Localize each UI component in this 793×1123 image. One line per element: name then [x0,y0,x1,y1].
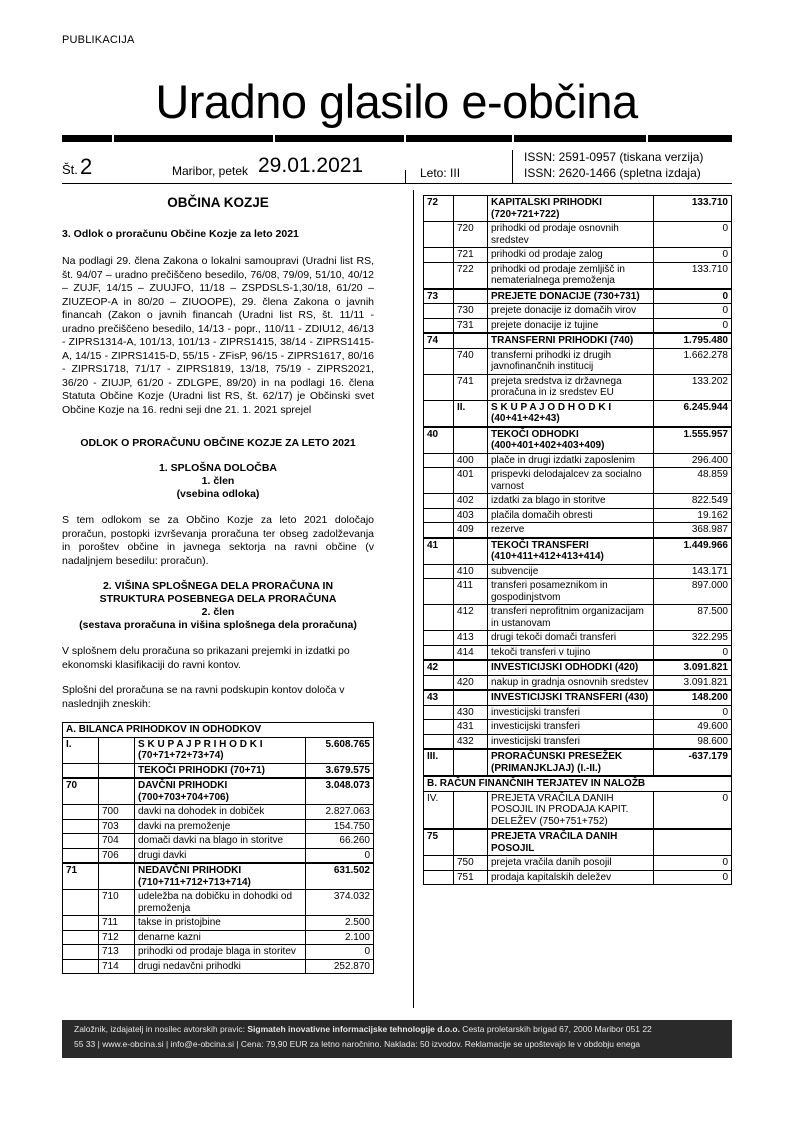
row-account: 740 [454,348,488,374]
row-group [424,468,454,494]
issn-online: ISSN: 2620-1466 (spletna izdaja) [524,166,701,180]
table-row [424,400,732,427]
act-title: 3. Odlok o proračunu Občine Kozje za leto 2021 [62,228,299,240]
row-account: 411 [454,579,488,605]
table-row [424,523,732,538]
row-group [424,734,454,749]
row-description: investicijski transferi [488,720,654,735]
table-row [63,945,374,960]
table-row [424,605,732,631]
row-account: 741 [454,374,488,400]
table-row [424,564,732,579]
row-description: davki na dohodek in dobiček [135,805,306,820]
row-description: PRORAČUNSKI PRESEŽEK (PRIMANJKLJAJ) (I.-II.) [488,749,654,776]
row-group [424,645,454,660]
row-account: 700 [99,805,135,820]
table-row [424,374,732,400]
table-row [424,262,732,289]
row-amount: 0 [654,304,732,319]
table-row [424,196,732,222]
row-amount: 1.795.480 [654,333,732,348]
row-account: 712 [99,930,135,945]
row-description: takse in pristojbine [135,916,306,931]
row-group [63,819,99,834]
table-row [424,870,732,885]
municipality-title: OBČINA KOZJE [167,195,269,210]
row-group: 40 [424,427,454,454]
table-row [424,333,732,348]
row-account: 720 [454,222,488,248]
row-amount: 3.091.821 [654,660,732,675]
table-row [424,720,732,735]
row-amount: 1.662.278 [654,348,732,374]
row-description: prejete donacije iz tujine [488,318,654,333]
masthead-rule [62,135,732,142]
row-account [454,690,488,705]
row-account [99,778,135,805]
row-amount: 3.679.575 [306,763,374,778]
row-group: 75 [424,829,454,856]
table-row [424,289,732,304]
row-group: 74 [424,333,454,348]
ordinance-title: ODLOK O PRORAČUNU OBČINE KOZJE ZA LETO 2021 [80,437,356,449]
row-description: prihodki od prodaje osnovnih sredstev [488,222,654,248]
section-1-title: 1. SPLOŠNA DOLOČBA [158,462,278,474]
footer-text: Cesta proletarskih brigad 67, 2000 Maribor 051 22 [459,1024,652,1034]
row-account [454,333,488,348]
row-account: 703 [99,819,135,834]
row-account: 413 [454,631,488,646]
row-group [424,705,454,720]
row-group: 41 [424,538,454,565]
table-row [63,819,374,834]
row-account [99,863,135,890]
row-amount [654,829,732,856]
row-group: 42 [424,660,454,675]
footer-line: 55 33 | www.e-obcina.si | info@e-obcina.si | Cena: 79,90 EUR za letno naročnino. Naklada: 50 izvodov. Reklamacije se upoštevajo le v obdobju enega [74,1039,641,1049]
row-account: 714 [99,959,135,974]
rule-tick [273,135,275,142]
row-description: TEKOČI ODHODKI (400+401+402+403+409) [488,427,654,454]
budget-table-left [62,722,374,974]
row-account: 412 [454,605,488,631]
row-group [424,720,454,735]
row-description: S K U P A J O D H O D K I (40+41+42+43) [488,400,654,427]
row-amount: 897.000 [654,579,732,605]
row-description: PREJETA VRAČILA DANIH POSOJIL IN PRODAJA KAPIT. DELEŽEV (750+751+752) [488,791,654,829]
row-amount: 0 [654,248,732,263]
row-account [99,737,135,763]
row-amount: 1.449.966 [654,538,732,565]
table-row [424,508,732,523]
table-title-row [63,723,374,738]
row-amount: 322.295 [654,631,732,646]
row-amount: 0 [654,705,732,720]
row-description: PREJETA VRAČILA DANIH POSOJIL [488,829,654,856]
row-group: 70 [63,778,99,805]
row-amount: 0 [306,945,374,960]
row-description: NEDAVČNI PRIHODKI (710+711+712+713+714) [135,863,306,890]
section-1-text: S tem odlokom se za Občino Kozje za leto 2021 določajo proračun, postopki izvrševanja proračuna ter obseg zadolževanja in poroštev občine in javnega sektorja na ravni občine (v nadaljnjem besedilu: proračun). [62,514,374,567]
table-row [424,348,732,374]
row-amount: 49.600 [654,720,732,735]
row-account: 706 [99,848,135,863]
row-group [424,304,454,319]
footer-publisher: Sigmateh inovativne informacijske tehnologije d.o.o. [247,1024,460,1034]
row-group [424,222,454,248]
section-2-article: 2. člen [201,606,235,618]
row-account [454,660,488,675]
row-amount: 133.202 [654,374,732,400]
row-group [424,453,454,468]
table-row [424,829,732,856]
row-group: 73 [424,289,454,304]
row-group [63,916,99,931]
row-account: 711 [99,916,135,931]
row-account: 750 [454,856,488,871]
row-account: 409 [454,523,488,538]
row-group [424,400,454,427]
table-row [63,863,374,890]
row-account [454,196,488,222]
row-amount: 3.091.821 [654,675,732,690]
table-row [424,304,732,319]
row-description: prejeta vračila danih posojil [488,856,654,871]
row-amount: 0 [306,848,374,863]
row-description: INVESTICIJSKI ODHODKI (420) [488,660,654,675]
row-amount: 2.827.063 [306,805,374,820]
row-account: 721 [454,248,488,263]
row-account: 713 [99,945,135,960]
section-2-title: STRUKTURA POSEBNEGA DELA PRORAČUNA [99,593,337,605]
table-row [424,675,732,690]
table-row [424,494,732,509]
section-2-title: 2. VIŠINA SPLOŠNEGA DELA PRORAČUNA IN [102,580,334,592]
table-row [63,763,374,778]
table-row [424,776,732,791]
footer-text: Založnik, izdajatelj in nosilec avtorskih pravic: [74,1024,248,1034]
row-amount: 296.400 [654,453,732,468]
row-group [424,523,454,538]
budget-table-right [423,195,732,885]
row-amount: 0 [654,222,732,248]
row-description: DAVČNI PRIHODKI (700+703+704+706) [135,778,306,805]
row-account: 704 [99,834,135,849]
section-1-article: 1. člen [201,475,235,487]
row-group: 71 [63,863,99,890]
row-amount: 0 [654,318,732,333]
table-row [424,427,732,454]
row-description: udeležba na dobičku in dohodki od premoženja [135,890,306,916]
row-description: subvencije [488,564,654,579]
row-group [424,374,454,400]
row-description: S K U P A J P R I H O D K I (70+71+72+73+74) [135,737,306,763]
row-group [63,848,99,863]
row-account: 400 [454,453,488,468]
row-amount: 133.710 [654,196,732,222]
row-account: 730 [454,304,488,319]
table-row [63,805,374,820]
rule-tick [646,135,648,142]
row-group: III. [424,749,454,776]
row-amount: 98.600 [654,734,732,749]
publisher-footer [62,1020,732,1058]
row-group [63,763,99,778]
table-row [424,734,732,749]
table-row [424,856,732,871]
table-row [424,538,732,565]
table-row [424,645,732,660]
issue-number: 2 [80,154,93,179]
row-description: plače in drugi izdatki zaposlenim [488,453,654,468]
row-description: investicijski transferi [488,705,654,720]
row-amount: 374.032 [306,890,374,916]
row-account [454,749,488,776]
row-group [424,564,454,579]
issn-print: ISSN: 2591-0957 (tiskana verzija) [524,150,704,164]
row-account: 431 [454,720,488,735]
table-row [424,749,732,776]
row-account: 403 [454,508,488,523]
row-amount: 0 [654,791,732,829]
table-title: A. BILANCA PRIHODKOV IN ODHODKOV [63,723,374,738]
row-description: transferi neprofitnim organizacijam in ustanovam [488,605,654,631]
row-account: 432 [454,734,488,749]
row-group [63,805,99,820]
row-account: II. [454,400,488,427]
row-account: 430 [454,705,488,720]
row-amount: -637.179 [654,749,732,776]
row-description: prihodki od prodaje zemljišč in nematerialnega premoženja [488,262,654,289]
rule-tick [404,135,406,142]
row-description: davki na premoženje [135,819,306,834]
table-row [63,737,374,763]
row-group [424,508,454,523]
row-amount: 154.750 [306,819,374,834]
row-group: 72 [424,196,454,222]
table-row [63,890,374,916]
row-description: rezerve [488,523,654,538]
row-description: tekoči transferi v tujino [488,645,654,660]
row-amount: 3.048.073 [306,778,374,805]
row-description: drugi tekoči domači transferi [488,631,654,646]
row-group: IV. [424,791,454,829]
row-description: transferni prihodki iz drugih javnofinančnih institucij [488,348,654,374]
rule-tick [512,135,514,142]
table-row [424,579,732,605]
row-description: investicijski transferi [488,734,654,749]
footer-line [74,1022,720,1037]
row-group [424,856,454,871]
row-description: INVESTICIJSKI TRANSFERI (430) [488,690,654,705]
row-account: 751 [454,870,488,885]
table-row [424,468,732,494]
row-amount: 87.500 [654,605,732,631]
row-account: 410 [454,564,488,579]
table-row [63,778,374,805]
row-description: domači davki na blago in storitve [135,834,306,849]
row-account: 731 [454,318,488,333]
row-description: prihodki od prodaje blaga in storitev [135,945,306,960]
row-account [454,829,488,856]
row-account [454,289,488,304]
row-account: 710 [99,890,135,916]
row-group [424,318,454,333]
section-1-subtitle: (vsebina odloka) [176,488,260,500]
row-group [424,631,454,646]
row-group [63,930,99,945]
row-account [454,791,488,829]
row-group [63,834,99,849]
row-description: prejete donacije iz domačih virov [488,304,654,319]
row-description: TRANSFERNI PRIHODKI (740) [488,333,654,348]
preamble-text: Na podlagi 29. člena Zakona o lokalni samoupravi (Uradni list RS, št. 94/07 – uradno prečiščeno besedilo, 76/08, 79/09, 51/10, 40/12 – ZUJF, 14/15 – ZUUJFO, 11/18 – ZSPDSLS-1,30/18, 61/20 – ZIUZEOP-A in 80/20 – ZIUOOPE), 29. člena Zakona o javnih financah (Zakon o javnih financah (Uradni list RS, št. 11/11 - uradno prečiščeno besedilo, 14/13 - popr., 110/11 - ZDIU12, 46/13 - ZIPRS1314-A, 101/13, 101/13 - ZIPRS1415, 38/14 - ZIPRS1415-A, 14/15 - ZIPRS1415-D, 55/15 - ZFisP, 96/15 - ZIPRS1617, 80/16 - ZIPRS1718, 71/17 - ZIPRS1819, 13/18, 75/19 - ZIPRS2021, 36/20 - ZIUJP, 61/20 - ZDLGPE, 89/20) in na podlagi 16. člena Statuta Občine Kozje (Uradni list RS, št. 62/17) je Občinski svet Občine Kozje na 16. redni seji dne 21. 1. 2021 sprejel [62,255,374,416]
row-description: transferi posameznikom in gospodinjstvom [488,579,654,605]
row-description: prispevki delodajalcev za socialno varnost [488,468,654,494]
row-description: TEKOČI TRANSFERI (410+411+412+413+414) [488,538,654,565]
row-amount: 0 [654,856,732,871]
row-description: PREJETE DONACIJE (730+731) [488,289,654,304]
row-group [424,248,454,263]
issue-place-day: Maribor, petek [172,164,249,178]
row-account [454,538,488,565]
row-amount: 133.710 [654,262,732,289]
row-account: 401 [454,468,488,494]
row-group [424,579,454,605]
row-amount: 0 [654,870,732,885]
row-group: I. [63,737,99,763]
row-group [424,870,454,885]
publication-label: PUBLIKACIJA [62,34,135,46]
masthead-title: Uradno glasilo e-občina [155,75,638,128]
header-tick [512,150,513,183]
row-group [63,890,99,916]
table-row [424,631,732,646]
row-description: drugi davki [135,848,306,863]
row-amount: 0 [654,645,732,660]
table-row [424,705,732,720]
section-2-text: V splošnem delu proračuna so prikazani prejemki in izdatki po ekonomski klasifikaciji do ravni kontov. [62,645,350,671]
table-row [63,834,374,849]
row-account [454,427,488,454]
row-description: TEKOČI PRIHODKI (70+71) [135,763,306,778]
row-amount: 1.555.957 [654,427,732,454]
table-row [424,318,732,333]
header-tick [405,170,406,183]
row-description: izdatki za blago in storitve [488,494,654,509]
row-description: drugi nedavčni prihodki [135,959,306,974]
row-group [424,605,454,631]
row-amount: 252.870 [306,959,374,974]
table-row [63,916,374,931]
row-amount: 48.859 [654,468,732,494]
issue-date: 29.01.2021 [258,154,364,177]
rule-tick [112,135,114,142]
row-amount: 822.549 [654,494,732,509]
row-description: denarne kazni [135,930,306,945]
issue-year: Leto: III [420,166,461,180]
row-amount: 148.200 [654,690,732,705]
row-group [424,348,454,374]
row-description: nakup in gradnja osnovnih sredstev [488,675,654,690]
row-group [63,959,99,974]
section-2-subtitle: (sestava proračuna in višina splošnega dela proračuna) [79,619,357,631]
row-account: 402 [454,494,488,509]
table-row [424,660,732,675]
row-description: prodaja kapitalskih deležev [488,870,654,885]
row-amount: 19.162 [654,508,732,523]
row-group [424,494,454,509]
header-divider [62,183,732,184]
row-amount: 6.245.944 [654,400,732,427]
table-row [424,222,732,248]
row-group [63,945,99,960]
column-separator [413,190,414,1008]
table-row [63,930,374,945]
row-description: prejeta sredstva iz državnega proračuna in iz sredstev EU [488,374,654,400]
row-group [424,675,454,690]
row-account [99,763,135,778]
row-amount: 143.171 [654,564,732,579]
row-amount: 631.502 [306,863,374,890]
row-account: 414 [454,645,488,660]
section-2-text: Splošni del proračuna se na ravni podskupin kontov določa v naslednjih zneskih: [62,684,345,710]
table-row [424,791,732,829]
row-description: KAPITALSKI PRIHODKI (720+721+722) [488,196,654,222]
row-amount: 2.500 [306,916,374,931]
row-amount: 2.100 [306,930,374,945]
table-row [63,848,374,863]
table-row [424,248,732,263]
row-description: plačila domačih obresti [488,508,654,523]
section-heading: B. RAČUN FINANČNIH TERJATEV IN NALOŽB [424,776,732,791]
row-group [424,262,454,289]
row-amount: 5.608.765 [306,737,374,763]
row-account: 420 [454,675,488,690]
row-amount: 66.260 [306,834,374,849]
row-account: 722 [454,262,488,289]
row-amount: 368.987 [654,523,732,538]
table-row [424,690,732,705]
table-row [63,959,374,974]
table-row [424,453,732,468]
row-group: 43 [424,690,454,705]
row-description: prihodki od prodaje zalog [488,248,654,263]
row-amount: 0 [654,289,732,304]
issue-number-label: Št. [62,162,78,177]
